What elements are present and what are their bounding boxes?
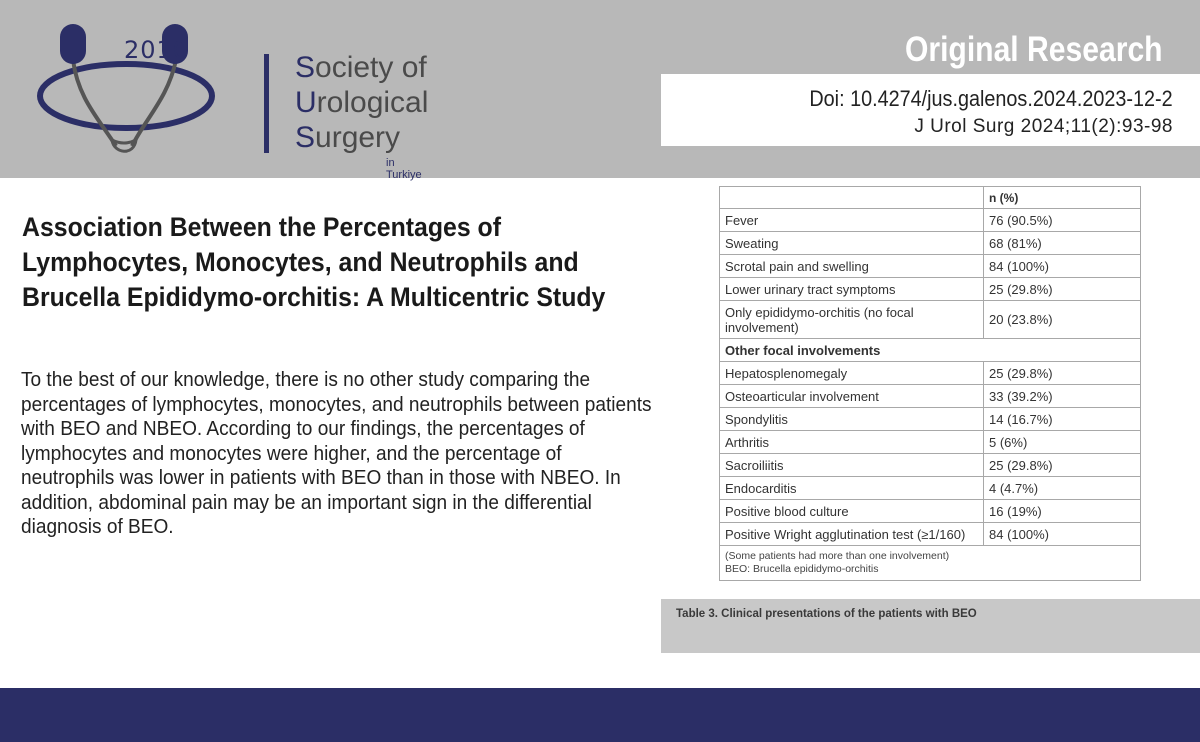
table-header-value: n (%)	[984, 187, 1141, 209]
section-label: Other focal involvements	[720, 339, 1141, 362]
row-value: 68 (81%)	[984, 232, 1141, 255]
row-label: Scrotal pain and swelling	[720, 255, 984, 278]
table-row	[720, 232, 1141, 255]
row-value: 20 (23.8%)	[984, 301, 1141, 339]
row-value: 25 (29.8%)	[984, 278, 1141, 301]
row-label: Positive Wright agglutination test (≥1/160)	[720, 523, 984, 546]
table-footnote-row	[720, 546, 1141, 581]
logo-initial-1: S	[295, 51, 316, 84]
logo-text-3: urgery	[315, 121, 401, 154]
citation-box	[661, 74, 1200, 146]
table-row	[720, 408, 1141, 431]
row-label: Sacroiliitis	[720, 454, 984, 477]
table-caption: Table 3. Clinical presentations of the patients with BEO	[676, 608, 977, 620]
logo-divider	[264, 54, 269, 153]
row-value: 25 (29.8%)	[984, 362, 1141, 385]
table-row	[720, 431, 1141, 454]
row-value: 5 (6%)	[984, 431, 1141, 454]
row-value: 84 (100%)	[984, 255, 1141, 278]
logo-text-line-2	[295, 85, 428, 121]
table-row	[720, 477, 1141, 500]
logo-text-2: rological	[316, 86, 429, 119]
logo-year: 2010	[124, 36, 190, 64]
row-value: 25 (29.8%)	[984, 454, 1141, 477]
table-caption-box	[661, 599, 1200, 653]
row-value: 14 (16.7%)	[984, 408, 1141, 431]
row-value: 33 (39.2%)	[984, 385, 1141, 408]
row-label: Hepatosplenomegaly	[720, 362, 984, 385]
table-row	[720, 500, 1141, 523]
article-title: Association Between the Percentages of Lymphocytes, Monocytes, and Neutrophils and Brucella Epididymo-orchitis: A Multicentric Study	[22, 212, 606, 312]
table-row	[720, 301, 1141, 339]
table-footnote	[720, 546, 1141, 581]
article-summary	[21, 368, 653, 540]
logo-initial-3: S	[295, 121, 316, 154]
summary-text: To the best of our knowledge, there is no other study comparing the percentages of lymphocytes, monocytes, and neutrophils between patients with BEO and NBEO. According to our findings, the percentages of lymphocytes and monocytes were higher, and the percentage of neutrophils was lower in patients with BEO than in those with NBEO. In addition, abdominal pain may be an important sign in the differential diagnosis of BEO.	[21, 368, 652, 538]
row-label: Arthritis	[720, 431, 984, 454]
row-value: 84 (100%)	[984, 523, 1141, 546]
logo-text-1: ociety of	[315, 51, 427, 84]
table-header-row	[720, 187, 1141, 209]
doi-link[interactable]: Doi: 10.4274/jus.galenos.2024.2023-12-2	[809, 86, 1173, 111]
logo-subtitle: in Turkiye	[386, 157, 422, 181]
table-row	[720, 454, 1141, 477]
row-label: Sweating	[720, 232, 984, 255]
clinical-presentations-table	[719, 186, 1141, 581]
table-row	[720, 362, 1141, 385]
table-section-row	[720, 339, 1141, 362]
row-label: Only epididymo-orchitis (no focal involvement)	[720, 301, 984, 339]
logo-initial-2: U	[295, 86, 317, 119]
table-row	[720, 385, 1141, 408]
footnote-line-2: BEO: Brucella epididymo-orchitis	[725, 563, 879, 575]
logo-text-line-3	[295, 120, 400, 156]
table-row	[720, 278, 1141, 301]
row-label: Lower urinary tract symptoms	[720, 278, 984, 301]
clinical-table-container	[719, 186, 1141, 581]
journal-header	[0, 0, 1200, 181]
row-value: 4 (4.7%)	[984, 477, 1141, 500]
article-type-label: Original Research	[905, 30, 1163, 69]
row-label: Osteoarticular involvement	[720, 385, 984, 408]
table-header-label	[720, 187, 984, 209]
row-value: 16 (19%)	[984, 500, 1141, 523]
row-label: Fever	[720, 209, 984, 232]
table-row	[720, 523, 1141, 546]
row-label: Positive blood culture	[720, 500, 984, 523]
row-value: 76 (90.5%)	[984, 209, 1141, 232]
footnote-line-1: (Some patients had more than one involvement)	[725, 550, 950, 562]
journal-reference: J Urol Surg 2024;11(2):93-98	[914, 116, 1173, 137]
logo-text-line-1	[295, 50, 427, 86]
row-label: Endocarditis	[720, 477, 984, 500]
table-row	[720, 255, 1141, 278]
row-label: Spondylitis	[720, 408, 984, 431]
table-row	[720, 209, 1141, 232]
footer-bar	[0, 688, 1200, 742]
society-logo	[28, 18, 429, 181]
